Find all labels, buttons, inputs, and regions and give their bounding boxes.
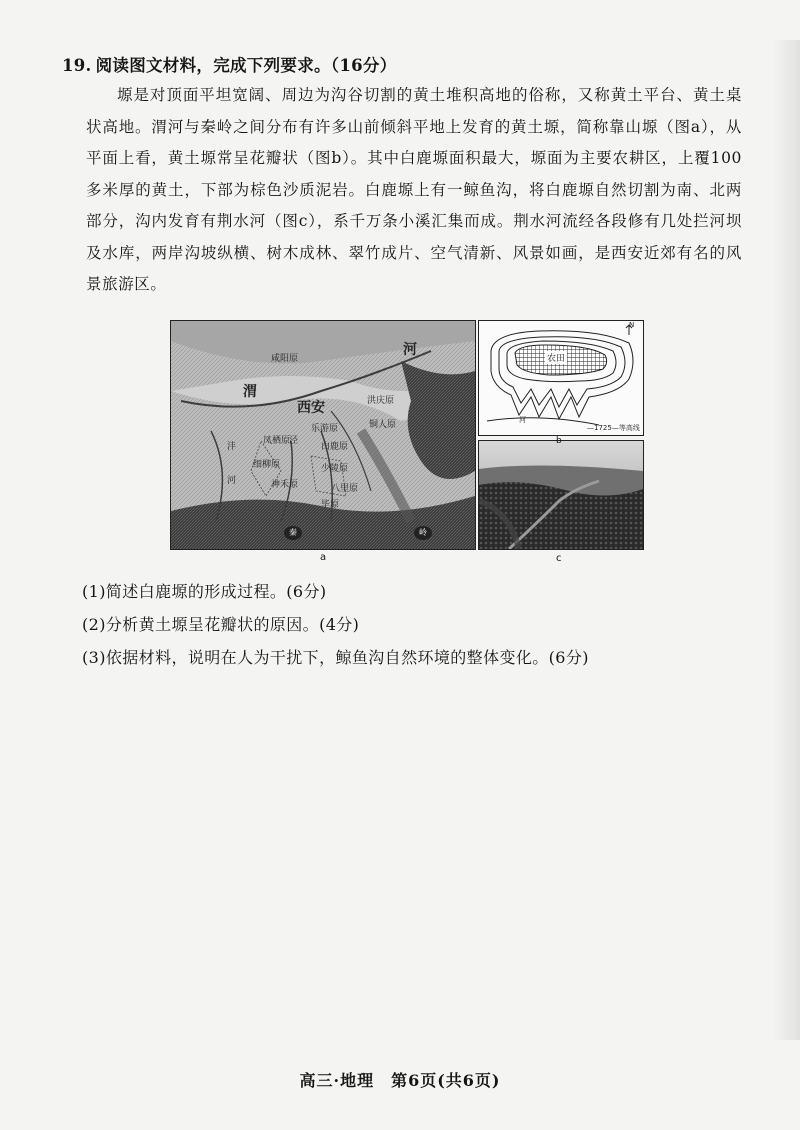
north-arrow-label: N xyxy=(629,321,635,329)
relief-map-graphic xyxy=(171,321,475,549)
figure-a-relief-map xyxy=(170,320,476,550)
map-label-yuan-5: 少陵原 xyxy=(321,464,349,474)
figure-b-contour-map xyxy=(478,320,644,436)
map-label-feng: 沣 xyxy=(227,442,237,452)
map-label-yuan-11: 毕原 xyxy=(321,500,340,510)
map-label-feng-he: 河 xyxy=(227,476,237,486)
figure-c-caption: c xyxy=(556,553,562,564)
map-label-yuan-7: 凤栖原 xyxy=(263,436,291,446)
map-label-yuan-9: 铜人原 xyxy=(369,420,397,430)
sub-question-3: (3)依据材料，说明在人为干扰下，鲸鱼沟自然环境的整体变化。(6分) xyxy=(82,648,589,667)
map-label-xian: 西安 xyxy=(297,400,325,416)
map-label-yuan-3: 白鹿原 xyxy=(321,442,349,452)
contour-river-label: 河 xyxy=(519,416,526,424)
sub-question-2: (2)分析黄土塬呈花瓣状的原因。(4分) xyxy=(82,615,360,634)
map-label-wei: 渭 xyxy=(243,384,257,400)
gully-photo-graphic xyxy=(479,441,643,549)
contour-legend: —1725—等高线 xyxy=(587,424,640,432)
map-label-yuan-10: 乐游原 xyxy=(311,424,339,434)
map-label-yuan-1: 咸阳原 xyxy=(271,354,299,364)
question-title: 阅读图文材料，完成下列要求。（16分） xyxy=(95,56,397,75)
sub-question-1: (1)简述白鹿塬的形成过程。(6分) xyxy=(82,582,327,601)
contour-graphic xyxy=(479,321,643,435)
question-number: 19. xyxy=(62,56,92,75)
scan-edge-shadow xyxy=(772,40,800,1040)
map-label-yuan-4: 神禾原 xyxy=(271,480,299,490)
figure-group xyxy=(170,318,645,570)
map-label-qin: 秦 xyxy=(289,528,297,537)
material-paragraph: 塬是对顶面平坦宽阔、周边为沟谷切割的黄土堆积高地的俗称，又称黄土平台、黄土桌状高地。渭河与秦岭之间分布有许多山前倾斜平地上发育的黄土塬，简称靠山塬（图a），从平面上看，黄土塬常呈花瓣状（图b）。其中白鹿塬面积最大，塬面为主要农耕区，上覆100多米厚的黄土，下部为棕色沙质泥岩。白鹿塬上有一鲸鱼沟，将白鹿塬自然切割为南、北两部分，沟内发育有荆水河（图c），系千万条小溪汇集而成。荆水河流经各段修有几处拦河坝及水库，两岸沟坡纵横、树木成林、翠竹成片、空气清新、风景如画，是西安近郊有名的风景旅游区。 xyxy=(86,86,742,293)
map-label-yuan-2: 洪庆原 xyxy=(367,396,395,406)
page-footer: 高三·地理 第6页(共6页) xyxy=(299,1071,501,1090)
map-label-ling: 岭 xyxy=(419,528,427,537)
map-label-he: 河 xyxy=(403,342,417,358)
figure-c-photo xyxy=(478,440,644,550)
contour-label-farmland: 农田 xyxy=(545,351,567,364)
figure-a-caption: a xyxy=(320,552,327,563)
map-label-jing: 泾 xyxy=(289,436,299,446)
figure-b-caption: b xyxy=(556,436,562,446)
map-label-yuan-8: 八里原 xyxy=(331,484,359,494)
question-heading xyxy=(62,52,397,76)
sub-question-list xyxy=(82,575,589,674)
map-label-yuan-6: 细柳原 xyxy=(253,460,281,470)
